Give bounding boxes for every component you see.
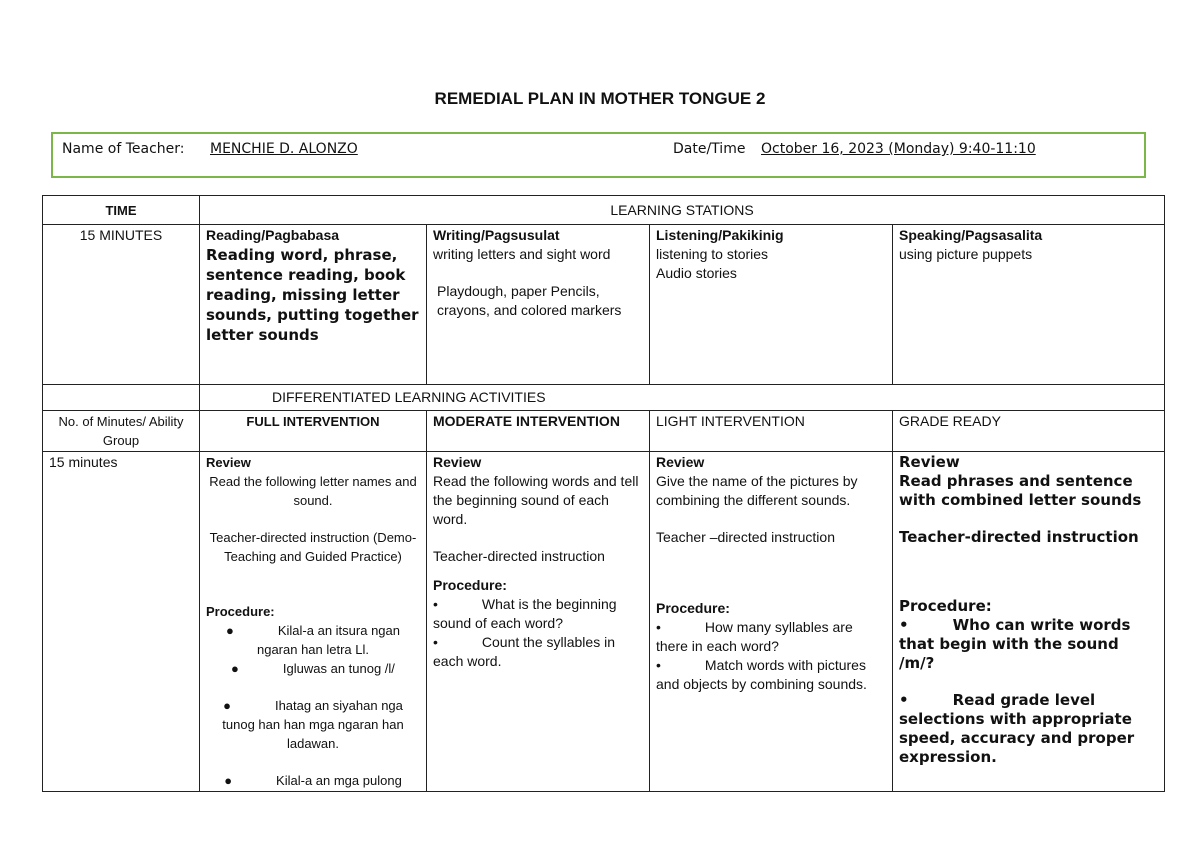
bullet-icon: •	[899, 616, 909, 634]
dla-row	[43, 385, 1165, 411]
moderate-item-2: • Count the syllables in each word.	[433, 634, 615, 669]
station-speaking-text: using picture puppets	[899, 246, 1033, 262]
station-writing	[427, 225, 650, 385]
group-ready: GRADE READY	[893, 411, 1165, 452]
header-row	[43, 196, 1165, 225]
station-writing-text: writing letters and sight word	[433, 246, 611, 262]
moderate-procedure: Procedure:	[433, 577, 507, 593]
station-reading-text: Reading word, phrase, sentence reading, book reading, missing letter sounds, putting together letter sounds	[206, 246, 419, 344]
groups-row	[43, 411, 1165, 452]
full-item-3: ● Ihatag an siyahan nga tunog han han mga ngaran han ladawan.	[222, 698, 404, 751]
stations-header: LEARNING STATIONS	[200, 196, 1165, 225]
teacher-name: MENCHIE D. ALONZO	[210, 141, 358, 157]
station-speaking	[893, 225, 1165, 385]
bullet-icon: •	[656, 657, 661, 673]
dla-header: DIFFERENTIATED LEARNING ACTIVITIES	[200, 385, 1165, 411]
ready-instruction: Teacher-directed instruction	[899, 528, 1139, 546]
bullet-icon: •	[433, 596, 438, 612]
group-moderate: MODERATE INTERVENTION	[427, 411, 650, 452]
minutes-label: No. of Minutes/ Ability Group	[43, 411, 200, 452]
ready-item-1: • Who can write words that begin with the sound /m/?	[899, 616, 1131, 672]
light-instruction: Teacher –directed instruction	[656, 529, 835, 545]
bullet-icon: ●	[224, 773, 233, 788]
bullet-icon: ●	[231, 661, 239, 676]
moderate-item-1: • What is the beginning sound of each word?	[433, 596, 617, 631]
teacher-label: Name of Teacher:	[62, 141, 185, 157]
light-procedure: Procedure:	[656, 600, 730, 616]
station-writing-title: Writing/Pagsusulat	[433, 227, 560, 243]
light-review: Review	[656, 454, 705, 470]
moderate-review: Review	[433, 454, 482, 470]
bullet-icon: •	[656, 619, 661, 635]
grade-ready-cell	[893, 452, 1165, 792]
full-item-4: ● Kilal-a an mga pulong	[224, 773, 402, 788]
station-listening	[650, 225, 893, 385]
full-item-2: ● Igluwas an tunog /l/	[231, 661, 395, 676]
station-reading-title: Reading/Pagbabasa	[206, 227, 340, 243]
station-writing-materials: Playdough, paper Pencils, crayons, and colored markers	[437, 283, 622, 318]
teacher-info-box	[51, 132, 1146, 178]
station-reading	[200, 225, 427, 385]
bullet-icon: •	[433, 634, 438, 650]
full-procedure: Procedure:	[206, 604, 275, 619]
full-review: Review	[206, 455, 251, 470]
bullet-icon: ●	[226, 623, 234, 638]
remedial-plan-table	[42, 195, 1165, 792]
activities-row	[43, 452, 1165, 792]
full-intervention-cell	[200, 452, 427, 792]
ready-review: Review	[899, 453, 960, 471]
station-speaking-title: Speaking/Pagsasalita	[899, 227, 1043, 243]
row-time: 15 minutes	[43, 452, 200, 792]
moderate-intervention-cell	[427, 452, 650, 792]
bullet-icon: ●	[223, 698, 231, 713]
time-cell: 15 MINUTES	[43, 225, 200, 385]
full-review-text: Read the following letter names and sound.	[209, 474, 417, 508]
full-instruction: Teacher-directed instruction (Demo-Teaching and Guided Practice)	[209, 530, 417, 564]
ready-review-text: Read phrases and sentence with combined letter sounds	[899, 472, 1142, 509]
moderate-review-text: Read the following words and tell the beginning sound of each word.	[433, 473, 639, 527]
light-item-2: • Match words with pictures and objects by combining sounds.	[656, 657, 867, 692]
moderate-instruction: Teacher-directed instruction	[433, 548, 605, 564]
ready-procedure: Procedure:	[899, 597, 992, 615]
time-header: TIME	[43, 196, 200, 225]
group-full: FULL INTERVENTION	[200, 411, 427, 452]
light-intervention-cell	[650, 452, 893, 792]
light-item-1: • How many syllables are there in each word?	[656, 619, 853, 654]
page-title: REMEDIAL PLAN IN MOTHER TONGUE 2	[434, 89, 766, 108]
station-listening-title: Listening/Pakikinig	[656, 227, 784, 243]
light-review-text: Give the name of the pictures by combining the different sounds.	[656, 473, 858, 508]
station-listening-materials: Audio stories	[656, 265, 737, 281]
date-value: October 16, 2023 (Monday) 9:40-11:10	[761, 141, 1036, 157]
group-light: LIGHT INTERVENTION	[650, 411, 893, 452]
date-label: Date/Time	[673, 141, 746, 157]
stations-row	[43, 225, 1165, 385]
station-listening-text: listening to stories	[656, 246, 769, 262]
full-item-1: ● Kilal-a an itsura ngan ngaran han letra Ll.	[226, 623, 400, 657]
ready-item-2: • Read grade level selections with appropriate speed, accuracy and proper expression.	[899, 691, 1135, 766]
bullet-icon: •	[899, 691, 909, 709]
